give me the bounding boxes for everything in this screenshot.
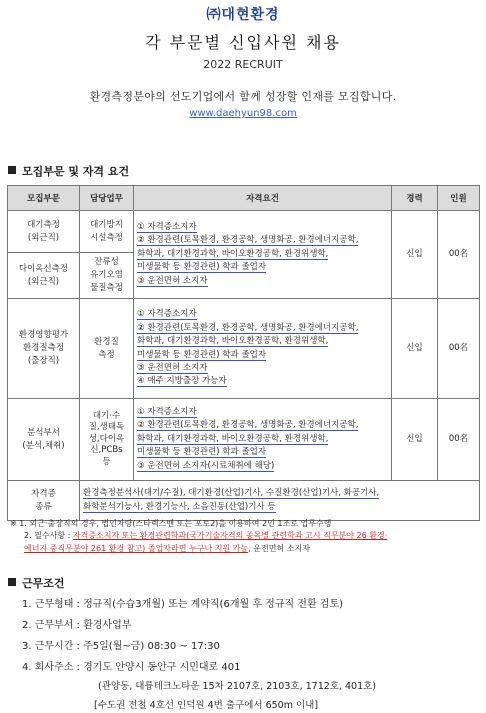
table-row	[8, 399, 480, 481]
dept-cell	[8, 211, 80, 253]
qual-line: ③ 운전면허 소지자	[137, 362, 208, 373]
dept-cell	[8, 299, 80, 399]
table-header-row	[8, 186, 480, 211]
col-header-career: 경력	[392, 186, 438, 211]
qual-line: ① 자격증소지자	[137, 406, 197, 417]
task-line: 성,다이옥	[88, 433, 125, 444]
section-conditions-title: 근무조건	[22, 577, 65, 590]
table-row	[8, 299, 480, 399]
qual-line: ② 환경관련(토목환경, 환경공학, 생명화공, 환경에너지공학,	[137, 420, 359, 431]
condition-label: 1. 근무형태 :	[22, 599, 80, 610]
qual-line: 화학과, 대기환경과학, 바이오환경공학, 환경위생학,	[137, 433, 329, 444]
qual-line: 미생물학 등 환경관련) 학과 졸업자	[137, 349, 267, 360]
task-line: 등	[102, 456, 111, 467]
qual-line: ③ 운전면허 소지자(시료채취에 해당)	[137, 460, 275, 471]
condition-value: 환경사업부	[83, 620, 132, 631]
note-mark: ※	[10, 519, 17, 528]
condition-hours	[22, 637, 220, 652]
note-2-tail: , 운전면허 소지자	[248, 543, 310, 553]
task-line: 신,PCBs	[90, 445, 123, 456]
intro-text: 환경측정분야의 선도기업에서 함께 성장할 인재를 모집합니다.	[89, 90, 397, 103]
dept-name: 분석부서	[27, 427, 60, 438]
qualification-cell	[134, 299, 392, 399]
qual-line: ② 환경관련(토목환경, 환경공학, 생명화공, 환경에너지공학,	[137, 235, 359, 246]
dept-type: (분석,채취)	[22, 440, 65, 451]
note-2	[10, 530, 480, 542]
qual-line: 미생물학 등 환경관련) 학과 졸업자	[137, 262, 267, 273]
address-directions: [수도권 전철 4호선 인덕원 4번 출구에서 650m 이내]	[94, 700, 319, 711]
condition-label: 4. 회사주소 :	[22, 662, 80, 673]
col-header-dept: 모집부문	[8, 186, 80, 211]
table-row	[8, 211, 480, 253]
qual-line: ① 자격증소지자	[137, 309, 197, 320]
address-detail: (관양동, 대륭테크노타운 15차 2107호, 2103호, 1712호, 401호)	[98, 681, 377, 692]
task-line: 잔류성	[94, 257, 119, 268]
qual-line: 미생물학 등 환경관련) 학과 졸업자	[137, 447, 267, 458]
dept-name: 환경질측정	[22, 343, 65, 354]
task-cell	[80, 299, 134, 399]
task-line: 환경질	[94, 336, 119, 347]
col-header-task: 담당업무	[80, 186, 134, 211]
square-bullet-icon	[8, 166, 16, 174]
license-line: 환경측정분석사(대기/수질), 대기환경(산업)기사, 수질환경(산업)기사, 화공기사,	[83, 488, 380, 499]
note-2-lead: 2. 필수사항 :	[24, 531, 71, 541]
dept-cell	[8, 399, 80, 481]
condition-employment	[22, 595, 343, 610]
license-line: 화학분석기능사, 환경기능사, 소음진동(산업)기사 등	[83, 501, 276, 512]
count-cell: 00名	[438, 299, 480, 399]
condition-value: 주5일(월~금) 08:30 ~ 17:30	[83, 641, 220, 652]
condition-label: 2. 근무부서 :	[22, 620, 80, 631]
note-2-highlight: 자격증소지자 또는 환경관련학과(국가기술자격의 종목별 관련학과 고시 직무분야 26 환경·	[72, 531, 388, 541]
square-bullet-icon	[8, 578, 16, 586]
qualification-cell	[134, 399, 392, 481]
qual-line: ④ 매주 지방출장 가능자	[137, 376, 227, 387]
count-cell: 00名	[438, 399, 480, 481]
qual-line: 화학과, 대기환경과학, 바이오환경공학, 환경위생학,	[137, 336, 329, 347]
task-line: 대기·수	[92, 410, 121, 421]
requirements-table	[7, 185, 480, 521]
task-cell	[80, 253, 134, 299]
count-cell: 00名	[438, 211, 480, 299]
dept-name: 대기측정	[27, 219, 60, 230]
career-cell: 신입	[392, 299, 438, 399]
career-cell: 신입	[392, 211, 438, 299]
license-label-line: 자격증	[31, 488, 56, 499]
task-cell	[80, 399, 134, 481]
qual-line: 화학과, 대기환경과학, 바이오환경공학, 환경위생학,	[137, 248, 329, 259]
task-line: 질,생태독	[88, 422, 125, 433]
dept-type: (출장직)	[27, 355, 60, 366]
license-label-line: 종류	[35, 501, 52, 512]
license-types-cell	[80, 481, 480, 521]
condition-label: 3. 근무시간 :	[22, 641, 80, 652]
qual-line: ② 환경관련(토목환경, 환경공학, 생명화공, 환경에너지공학,	[137, 322, 359, 333]
qualification-cell	[134, 211, 392, 299]
dept-type: (외근직)	[27, 276, 60, 287]
task-line: 측정	[98, 349, 115, 360]
dept-name: 다이옥신측정	[18, 263, 69, 274]
license-label-cell	[8, 481, 80, 521]
condition-department	[22, 616, 131, 631]
dept-type: (외근직)	[27, 232, 60, 243]
note-1-text: 1. 외근·출장직의 경우, 법인차량(스타렉스밴 또는 포토2)을 이용하여 2인 1조로 업무수행	[19, 519, 332, 528]
section-recruit-heading	[8, 163, 129, 179]
task-line: 대기방지	[90, 219, 123, 230]
note-2-cont	[10, 543, 480, 555]
col-header-count: 인원	[438, 186, 480, 211]
condition-value: 경기도 안양시 동안구 시민대로 401	[83, 662, 241, 673]
condition-value: 정규직(수습3개월) 또는 계약직(6개월 후 정규직 전환 검토)	[83, 599, 344, 610]
section-recruit-title: 모집부문 및 자격 요건	[22, 165, 130, 178]
note-1	[10, 518, 480, 530]
task-cell	[80, 211, 134, 253]
dept-cell	[8, 253, 80, 299]
table-row-license	[8, 481, 480, 521]
note-2-highlight: 에너지 중직무분야 261 환경 참고) 졸업자라면 누구나 지원 가능	[24, 543, 249, 553]
recruit-subtitle: 2022 RECRUIT	[203, 58, 283, 71]
task-line: 시설측정	[90, 232, 123, 243]
qual-line: ① 자격증소지자	[137, 221, 197, 232]
task-line: 유기오염	[90, 270, 123, 281]
task-line: 물질측정	[90, 282, 123, 293]
company-name: ㈜대현환경	[206, 7, 280, 23]
dept-name: 환경영향평가	[18, 330, 69, 341]
notes-block	[10, 518, 480, 555]
page-title: 각 부문별 신입사원 채용	[145, 33, 341, 52]
col-header-qualification: 자격요건	[134, 186, 392, 211]
condition-address	[22, 658, 241, 673]
career-cell: 신입	[392, 399, 438, 481]
section-conditions-heading	[8, 575, 65, 591]
company-url-link[interactable]: www.daehyun98.com	[189, 108, 297, 119]
qual-line: ③ 운전면허 소지자	[137, 275, 208, 286]
